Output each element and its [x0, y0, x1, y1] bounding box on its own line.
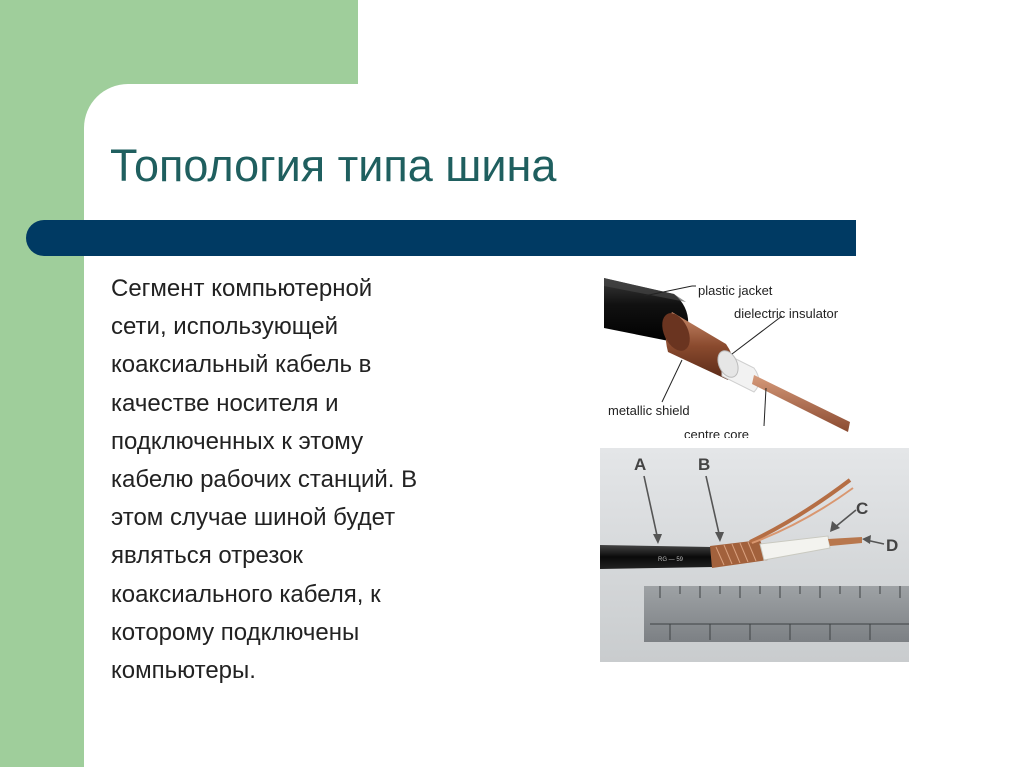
body-line: коаксиального кабеля, к — [111, 580, 381, 608]
slide-body — [111, 270, 531, 690]
label-centre-core: centre core — [684, 427, 750, 438]
body-line: подключенных к этому — [111, 427, 364, 455]
letter-d: D — [886, 536, 899, 555]
body-line: кабелю рабочих станций. В — [111, 466, 418, 494]
coax-cable-photo — [600, 448, 909, 662]
body-line: Сегмент компьютерной — [111, 275, 373, 302]
body-line: сети, использующей — [111, 313, 338, 341]
coax-cable-diagram — [604, 272, 854, 438]
label-dielectric-insulator: dielectric insulator — [734, 306, 839, 321]
body-line: компьютеры. — [111, 657, 256, 685]
cable-print: RG — 59 — [658, 557, 684, 563]
body-line: являться отрезок — [111, 542, 303, 570]
title-divider-bar — [26, 220, 856, 256]
label-metallic-shield: metallic shield — [608, 403, 690, 418]
body-line: коаксиальный кабель в — [111, 351, 372, 379]
slide-title: Топология типа шина — [110, 140, 557, 191]
letter-a: A — [634, 455, 647, 474]
label-plastic-jacket: plastic jacket — [698, 283, 773, 298]
body-line: этом случае шиной будет — [111, 504, 396, 532]
letter-c: C — [856, 499, 869, 518]
body-line: качестве носителя и — [111, 389, 339, 417]
letter-b: B — [698, 455, 711, 474]
body-line: которому подключены — [111, 618, 360, 646]
